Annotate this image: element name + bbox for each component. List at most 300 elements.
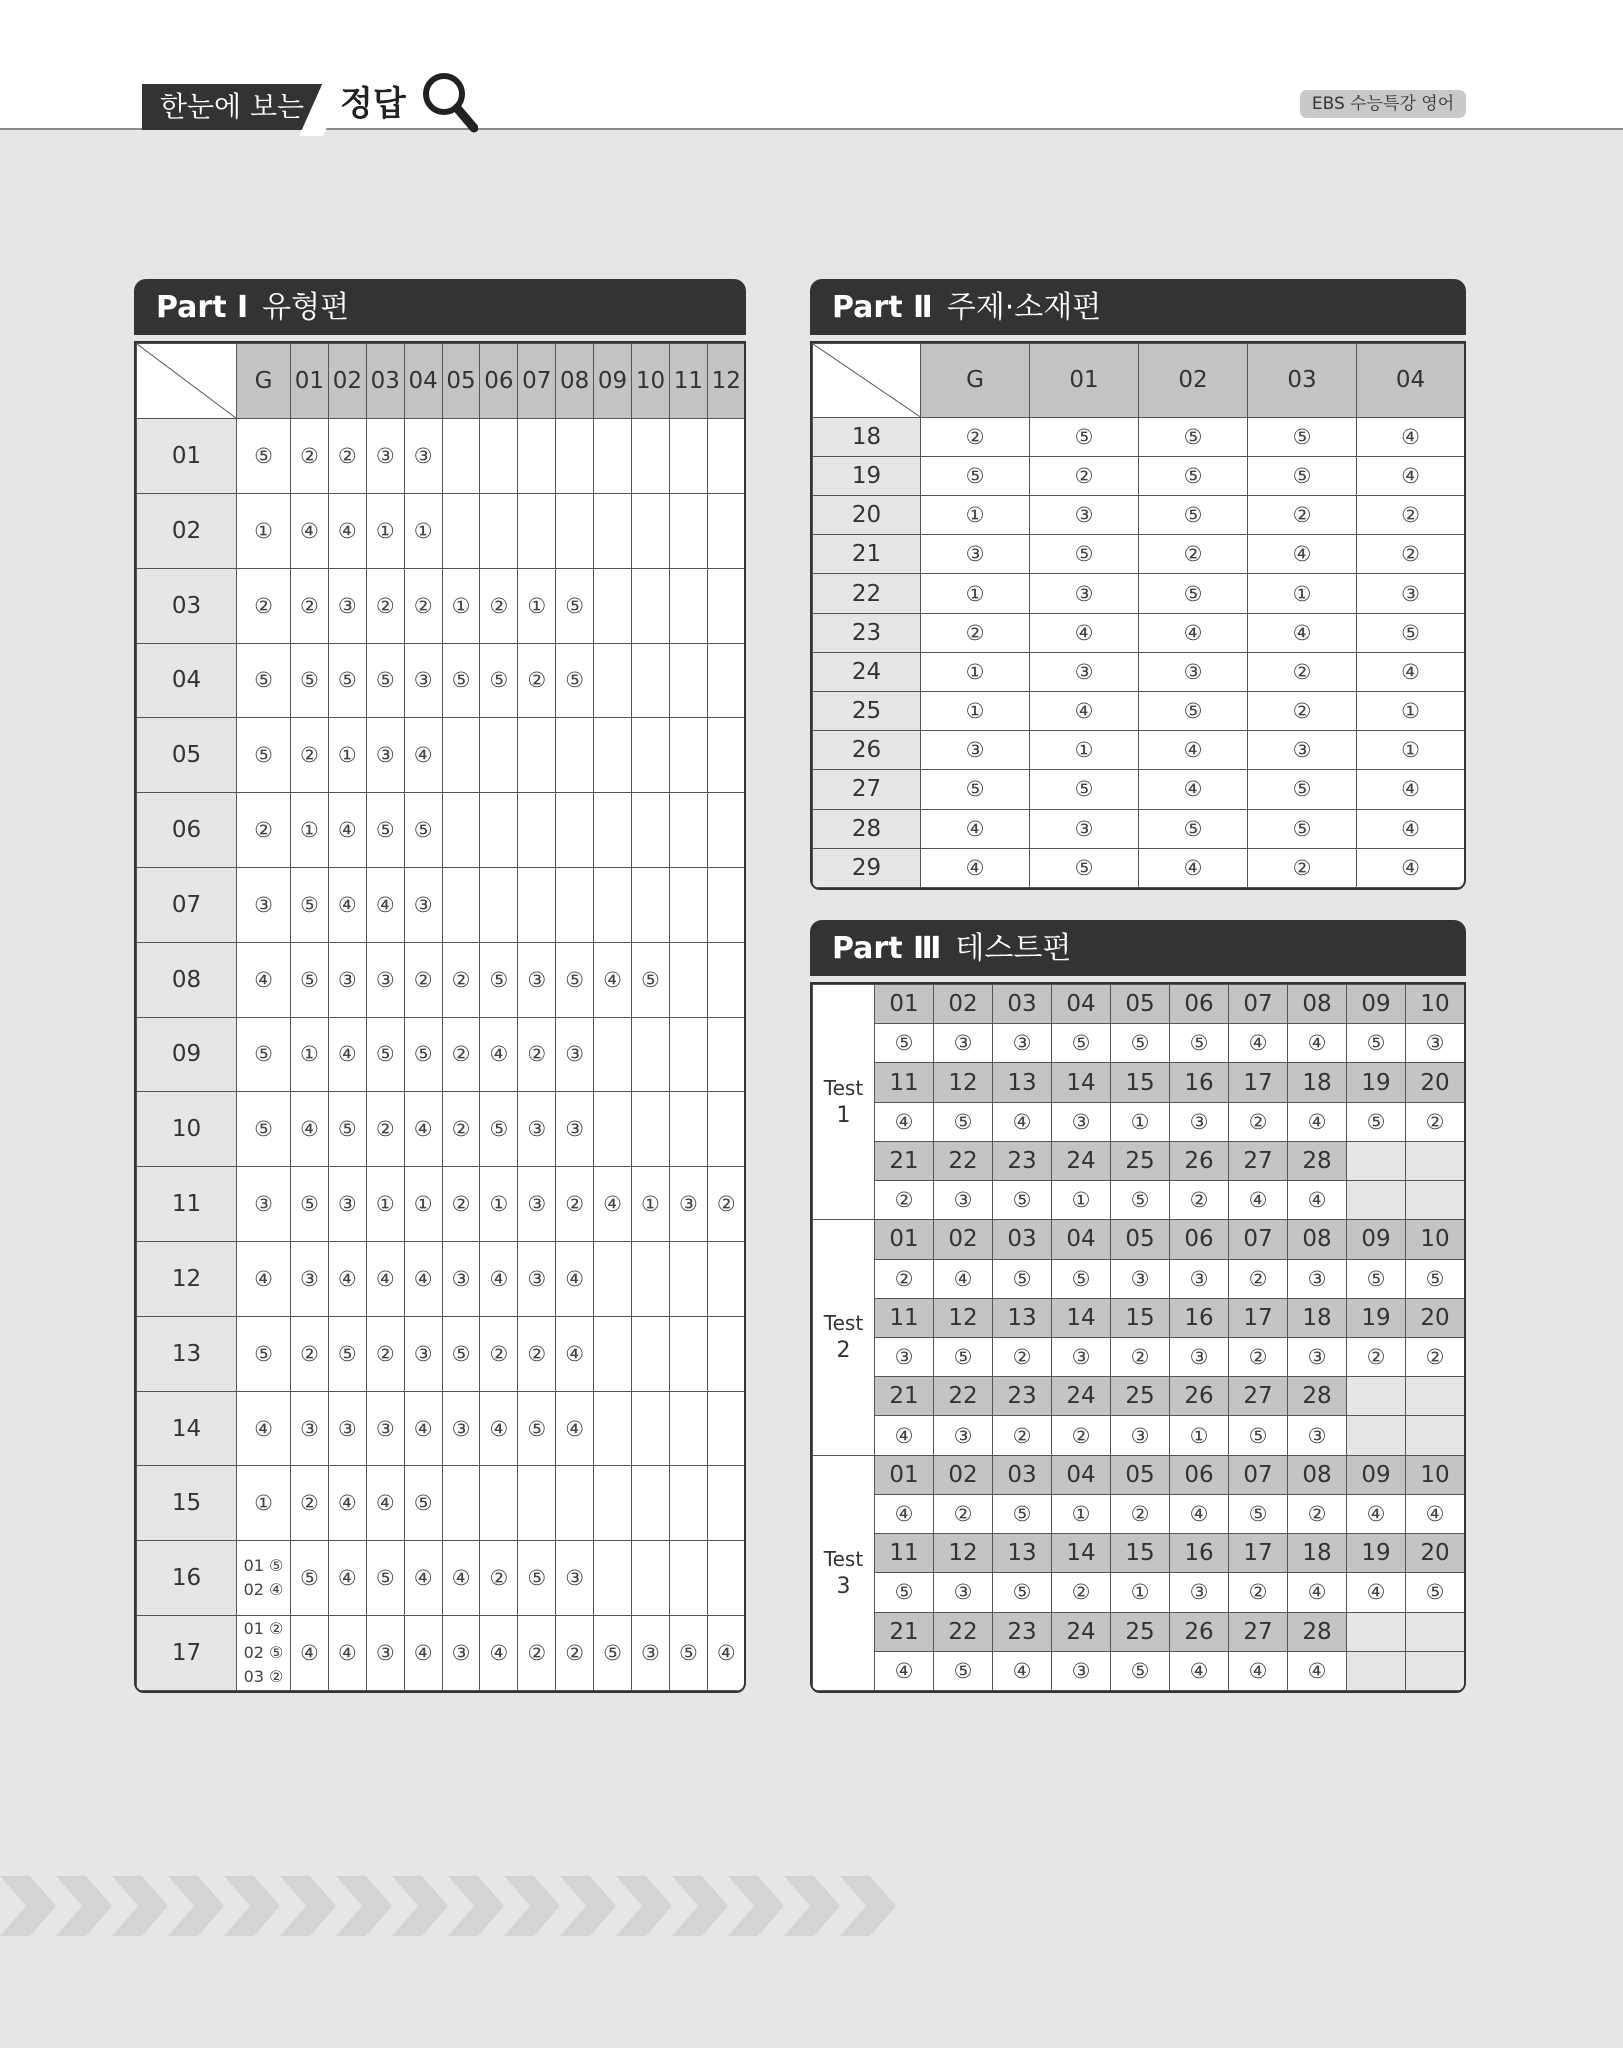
chevron-shape — [392, 1876, 448, 1936]
part1-answer-cell: ② — [480, 1541, 518, 1616]
part1-answer-cell: ③ — [632, 1616, 670, 1691]
part1-answer-cell: ② — [366, 1092, 404, 1167]
part1-answer-cell: ③ — [328, 568, 366, 643]
part1-answer-cell: ⑤ — [480, 1092, 518, 1167]
chevron-shape — [0, 1876, 56, 1936]
part1-row — [137, 1167, 746, 1242]
chevron-shape — [672, 1876, 728, 1936]
header-left-label: 한눈에 보는 — [142, 84, 322, 130]
part1-answer-cell — [594, 643, 632, 718]
part1-answer-cell — [669, 793, 707, 868]
part3-answer-cell: ③ — [1052, 1651, 1111, 1690]
part1-answer-cell — [669, 643, 707, 718]
part1-answer-cell — [480, 718, 518, 793]
part1-answer-cell — [669, 1541, 707, 1616]
page-header — [0, 0, 1623, 130]
part1-answer-cell — [707, 718, 745, 793]
part1-answer-cell: ③ — [518, 1092, 556, 1167]
part1-row-label: 05 — [137, 718, 237, 793]
part3-question-number: 27 — [1229, 1377, 1288, 1416]
part1-answer-cell: ② — [442, 942, 480, 1017]
part3-question-number: 04 — [1052, 1455, 1111, 1494]
part2-answer-cell: ⑤ — [1139, 496, 1248, 535]
part3-answer-cell: ② — [1229, 1337, 1288, 1376]
part1-answer-cell — [707, 1242, 745, 1317]
part1-row-label: 06 — [137, 793, 237, 868]
part2-title: 주제·소재편 — [946, 290, 1102, 325]
part1-answer-cell — [669, 1017, 707, 1092]
part3-answer-cell — [1347, 1181, 1406, 1220]
part3-answer-cell: ② — [1111, 1337, 1170, 1376]
part2-answer-cell: ① — [1357, 731, 1465, 770]
part1-answer-cell: ④ — [237, 942, 291, 1017]
part2-answer-cell: ⑤ — [1248, 809, 1357, 848]
part1-answer-cell: ② — [404, 942, 442, 1017]
part1-answer-cell: ③ — [237, 1167, 291, 1242]
part2-answer-cell: ④ — [1030, 613, 1139, 652]
part1-answer-cell: ③ — [404, 867, 442, 942]
part1-answer-cell: ② — [518, 1316, 556, 1391]
part1-answer-cell — [518, 419, 556, 494]
part1-column-header: 03 — [366, 344, 404, 419]
part2-answer-cell: ④ — [1139, 731, 1248, 770]
part2-answer-cell: ⑤ — [1030, 535, 1139, 574]
part3-question-number — [1406, 1612, 1465, 1651]
part3-answer-cell: ③ — [934, 1573, 993, 1612]
part1-answer-cell: ⑤ — [366, 793, 404, 868]
part2-answer-cell: ② — [1248, 496, 1357, 535]
part3-question-number: 09 — [1347, 985, 1406, 1024]
part2-answer-cell: ④ — [1357, 770, 1465, 809]
part3-question-number: 13 — [993, 1298, 1052, 1337]
part3-number-row — [813, 1298, 1465, 1337]
part1-answer-cell — [480, 867, 518, 942]
part1-row-label: 14 — [137, 1391, 237, 1466]
part3-question-number: 21 — [875, 1141, 934, 1180]
part3-question-number: 09 — [1347, 1455, 1406, 1494]
part3-question-number: 16 — [1170, 1063, 1229, 1102]
part1-column-header: 12 — [707, 344, 745, 419]
part3-answer-cell: ③ — [1170, 1259, 1229, 1298]
part3-question-number: 19 — [1347, 1534, 1406, 1573]
part2-answer-cell: ⑤ — [1139, 456, 1248, 495]
part1-answer-cell: ④ — [328, 1616, 366, 1691]
part3-answer-cell: ② — [1229, 1102, 1288, 1141]
part1-answer-cell: ⑤ — [237, 1316, 291, 1391]
part3-question-number: 07 — [1229, 1455, 1288, 1494]
part1-answer-cell: ④ — [366, 1466, 404, 1541]
part2-row-label: 24 — [813, 652, 921, 691]
part3-answer-cell: ④ — [1288, 1024, 1347, 1063]
part3-title: 테스트편 — [955, 931, 1072, 966]
part1-answer-cell: ⑤ — [669, 1616, 707, 1691]
part1-answer-cell: ① — [442, 568, 480, 643]
part1-answer-cell: ⑤ — [291, 643, 329, 718]
part1-answer-cell: ③ — [291, 1391, 329, 1466]
part1-column-header: 09 — [594, 344, 632, 419]
part2-panel — [810, 341, 1466, 890]
chevron-shape — [784, 1876, 840, 1936]
part3-question-number — [1406, 1141, 1465, 1180]
part1-answer-cell: ③ — [518, 942, 556, 1017]
part1-answer-cell — [518, 1466, 556, 1541]
part1-answer-cell — [594, 1316, 632, 1391]
part3-question-number — [1347, 1377, 1406, 1416]
part2-column-header: 01 — [1030, 344, 1139, 418]
part1-answer-cell: ④ — [594, 1167, 632, 1242]
part3-answer-cell: ⑤ — [875, 1573, 934, 1612]
part1-answer-cell: ⑤ — [328, 1092, 366, 1167]
part2-answer-cell: ③ — [921, 535, 1030, 574]
part1-answer-cell: ④ — [480, 1017, 518, 1092]
part1-answer-cell — [442, 793, 480, 868]
part2-answer-cell: ④ — [1248, 535, 1357, 574]
part2-answer-cell: ④ — [921, 848, 1030, 887]
part1-answer-cell: ② — [707, 1167, 745, 1242]
part1-answer-cell: ③ — [556, 1541, 594, 1616]
part1-answer-cell — [480, 493, 518, 568]
part2-row — [813, 613, 1465, 652]
part3-answer-row — [813, 1024, 1465, 1063]
part3-answer-cell: ③ — [1111, 1416, 1170, 1455]
part2-answer-cell: ③ — [1030, 496, 1139, 535]
part3-question-number: 28 — [1288, 1377, 1347, 1416]
part1-row-label: 17 — [137, 1616, 237, 1691]
part2-row — [813, 691, 1465, 730]
part3-question-number: 10 — [1406, 985, 1465, 1024]
part1-answer-cell: ④ — [442, 1541, 480, 1616]
part1-answer-cell: ④ — [556, 1316, 594, 1391]
part1-answer-cell: ⑤ — [237, 1092, 291, 1167]
part3-question-number: 24 — [1052, 1377, 1111, 1416]
part1-answer-cell: ② — [518, 1017, 556, 1092]
part3-answer-cell — [1347, 1651, 1406, 1690]
part2-answer-cell: ② — [1139, 535, 1248, 574]
part1-answer-cell: ⑤ — [291, 1541, 329, 1616]
part2-answer-cell: ⑤ — [921, 456, 1030, 495]
part2-answer-cell: ④ — [1357, 848, 1465, 887]
part3-question-number: 10 — [1406, 1455, 1465, 1494]
part3-question-number: 08 — [1288, 1220, 1347, 1259]
part1-answer-cell: ③ — [518, 1167, 556, 1242]
part1-answer-cell: ⑤ — [594, 1616, 632, 1691]
part1-answer-cell: ⑤ — [518, 1541, 556, 1616]
part1-answer-cell: ③ — [366, 942, 404, 1017]
part2-answer-cell: ⑤ — [1248, 456, 1357, 495]
part3-answer-cell: ④ — [875, 1494, 934, 1533]
part1-answer-cell: ⑤ — [291, 867, 329, 942]
part1-answer-cell — [518, 718, 556, 793]
part2-answer-cell: ⑤ — [1248, 770, 1357, 809]
part3-number-row — [813, 985, 1465, 1024]
part1-column-header: 10 — [632, 344, 670, 419]
part1-answer-cell — [594, 867, 632, 942]
part3-answer-cell: ⑤ — [993, 1181, 1052, 1220]
part1-answer-cell: ③ — [556, 1017, 594, 1092]
part1-answer-cell: ⑤ — [328, 1316, 366, 1391]
part1-answer-cell: ① — [291, 1017, 329, 1092]
part1-answer-cell — [594, 568, 632, 643]
part1-row-label: 03 — [137, 568, 237, 643]
part3-question-number: 23 — [993, 1612, 1052, 1651]
brand-badge: EBS 수능특강 영어 — [1300, 90, 1466, 118]
part2-answer-cell: ⑤ — [1030, 848, 1139, 887]
part3-question-number: 12 — [934, 1534, 993, 1573]
part3-answer-cell: ⑤ — [993, 1259, 1052, 1298]
part1-answer-cell — [707, 1541, 745, 1616]
part1-title-bar — [134, 279, 746, 335]
part3-question-number: 13 — [993, 1063, 1052, 1102]
part1-answer-cell: ② — [442, 1092, 480, 1167]
part1-answer-cell — [632, 718, 670, 793]
part1-header-row — [137, 344, 746, 419]
part1-answer-cell — [632, 1092, 670, 1167]
part1-answer-cell — [594, 493, 632, 568]
part1-answer-cell: ② — [442, 1167, 480, 1242]
part3-test-word: Test — [823, 1076, 864, 1101]
part1-answer-cell — [556, 1466, 594, 1541]
part1-answer-cell: ① — [366, 1167, 404, 1242]
part1-answer-cell — [442, 1466, 480, 1541]
part3-question-number: 05 — [1111, 1455, 1170, 1494]
part1-answer-cell: ④ — [328, 867, 366, 942]
part1-answer-cell: ② — [556, 1616, 594, 1691]
part3-question-number: 18 — [1288, 1534, 1347, 1573]
part2-answer-cell: ⑤ — [1248, 417, 1357, 456]
part3-question-number: 14 — [1052, 1298, 1111, 1337]
part3-answer-cell: ④ — [1288, 1102, 1347, 1141]
part1-answer-cell: ④ — [291, 1616, 329, 1691]
part1-answer-cell — [594, 793, 632, 868]
magnifier-icon — [420, 64, 478, 136]
part1-answer-cell: ③ — [328, 1391, 366, 1466]
part1-column-header: 06 — [480, 344, 518, 419]
part2-row-label: 21 — [813, 535, 921, 574]
part3-question-number: 25 — [1111, 1141, 1170, 1180]
part3-question-number: 11 — [875, 1298, 934, 1337]
corner-cell — [813, 344, 921, 418]
part3-answer-cell: ⑤ — [1347, 1102, 1406, 1141]
part2-row — [813, 574, 1465, 613]
part3-answer-cell: ② — [875, 1259, 934, 1298]
part3-question-number: 09 — [1347, 1220, 1406, 1259]
part1-answer-cell: ③ — [442, 1391, 480, 1466]
part1-answer-cell — [632, 867, 670, 942]
part2-prefix: Part Ⅱ — [832, 290, 933, 325]
part3-question-number: 01 — [875, 1220, 934, 1259]
part3-question-number: 11 — [875, 1534, 934, 1573]
part1-answer-cell: ② — [237, 568, 291, 643]
part3-question-number: 15 — [1111, 1063, 1170, 1102]
part3-answer-cell — [1406, 1181, 1465, 1220]
part3-answer-cell: ② — [1229, 1573, 1288, 1612]
part2-row-label: 19 — [813, 456, 921, 495]
part3-question-number — [1347, 1612, 1406, 1651]
part1-answer-cell — [594, 1092, 632, 1167]
part2-row — [813, 848, 1465, 887]
part1-answer-cell: ③ — [518, 1242, 556, 1317]
part1-answer-cell: ③ — [328, 942, 366, 1017]
part3-answer-cell: ⑤ — [1406, 1573, 1465, 1612]
part1-answer-cell: ④ — [291, 1092, 329, 1167]
part1-prefix: Part Ⅰ — [156, 290, 249, 325]
part1-answer-cell — [442, 718, 480, 793]
part2-row-label: 29 — [813, 848, 921, 887]
part1-answer-cell: ④ — [480, 1616, 518, 1691]
part3-answer-cell: ⑤ — [1111, 1024, 1170, 1063]
part3-answer-cell: ① — [1111, 1573, 1170, 1612]
part2-row — [813, 417, 1465, 456]
part1-answer-cell: ③ — [366, 1391, 404, 1466]
part1-answer-cell: ② — [328, 419, 366, 494]
part1-answer-cell: ② — [237, 793, 291, 868]
part1-answer-cell: ③ — [404, 1316, 442, 1391]
part2-row-label: 18 — [813, 417, 921, 456]
part1-answer-cell: ③ — [556, 1092, 594, 1167]
part1-answer-cell: ⑤ — [237, 643, 291, 718]
part1-column-header: 07 — [518, 344, 556, 419]
part1-answer-cell — [669, 718, 707, 793]
part1-answer-cell — [632, 568, 670, 643]
part3-question-number: 02 — [934, 1220, 993, 1259]
part3-answer-cell: ② — [1052, 1416, 1111, 1455]
part3-answer-cell: ③ — [1288, 1416, 1347, 1455]
part3-answer-cell — [1406, 1416, 1465, 1455]
part2-answer-cell: ⑤ — [1139, 691, 1248, 730]
part2-answer-cell: ① — [1030, 731, 1139, 770]
part2-row — [813, 535, 1465, 574]
part3-answer-cell: ⑤ — [1111, 1651, 1170, 1690]
part1-column-header: 08 — [556, 344, 594, 419]
part1-answer-cell — [669, 493, 707, 568]
part3-question-number: 08 — [1288, 985, 1347, 1024]
part1-row — [137, 1466, 746, 1541]
part3-answer-row — [813, 1102, 1465, 1141]
part2-answer-cell: ④ — [1357, 417, 1465, 456]
part3-question-number: 26 — [1170, 1377, 1229, 1416]
part2-answer-cell: ② — [1248, 691, 1357, 730]
part1-answer-cell: ② — [518, 643, 556, 718]
part2-answer-cell: ③ — [1030, 809, 1139, 848]
part3-answer-cell: ① — [1111, 1102, 1170, 1141]
part1-answer-cell: ④ — [237, 1391, 291, 1466]
part3-answer-cell: ③ — [1170, 1573, 1229, 1612]
part2-answer-cell: ④ — [921, 809, 1030, 848]
part3-answer-row — [813, 1416, 1465, 1455]
part3-question-number: 20 — [1406, 1534, 1465, 1573]
part3-answer-cell: ④ — [1288, 1181, 1347, 1220]
part1-row-label: 02 — [137, 493, 237, 568]
part3-answer-cell — [1406, 1651, 1465, 1690]
part1-answer-cell: ③ — [669, 1167, 707, 1242]
part3-answer-cell: ② — [1347, 1337, 1406, 1376]
part1-answer-cell: ① — [480, 1167, 518, 1242]
part1-answer-cell: ⑤ — [404, 1466, 442, 1541]
part3-answer-cell: ⑤ — [875, 1024, 934, 1063]
part1-answer-cell: ④ — [328, 1466, 366, 1541]
part3-answer-cell: ⑤ — [1229, 1494, 1288, 1533]
part3-answer-row — [813, 1259, 1465, 1298]
part3-question-number: 03 — [993, 1220, 1052, 1259]
part1-answer-cell: ⑤ — [237, 718, 291, 793]
part1-panel — [134, 341, 746, 1693]
part3-answer-cell: ③ — [934, 1024, 993, 1063]
part1-row — [137, 419, 746, 494]
part2-answer-cell: ① — [921, 652, 1030, 691]
part1-answer-cell — [480, 1466, 518, 1541]
part3-question-number: 02 — [934, 1455, 993, 1494]
part1-row-label: 01 — [137, 419, 237, 494]
part1-answer-cell: ⑤ — [237, 1017, 291, 1092]
part2-answer-cell: ④ — [1139, 613, 1248, 652]
part3-answer-cell: ① — [1052, 1181, 1111, 1220]
part1-answer-cell: ⑤ — [237, 419, 291, 494]
part1-answer-cell: ⑤ — [442, 1316, 480, 1391]
part1-answer-cell: ③ — [237, 867, 291, 942]
part1-answer-cell: ④ — [328, 793, 366, 868]
part2-answer-cell: ⑤ — [1357, 613, 1465, 652]
part3-question-number: 25 — [1111, 1612, 1170, 1651]
part3-answer-cell: ④ — [1229, 1024, 1288, 1063]
part1-answer-cell — [632, 1017, 670, 1092]
part3-question-number: 26 — [1170, 1141, 1229, 1180]
part2-answer-cell: ⑤ — [1139, 809, 1248, 848]
part3-question-number: 17 — [1229, 1298, 1288, 1337]
part1-answer-cell — [669, 942, 707, 1017]
part3-answer-cell: ③ — [1288, 1259, 1347, 1298]
part1-row — [137, 793, 746, 868]
part3-answer-cell: ④ — [934, 1259, 993, 1298]
part1-answer-cell — [442, 419, 480, 494]
part1-answer-cell — [632, 1242, 670, 1317]
part1-answer-cell — [669, 1391, 707, 1466]
part3-question-number: 28 — [1288, 1612, 1347, 1651]
part1-row — [137, 1242, 746, 1317]
part1-answer-cell: ⑤ — [480, 942, 518, 1017]
part2-row-label: 27 — [813, 770, 921, 809]
part1-answer-cell: ④ — [328, 1242, 366, 1317]
part3-answer-cell: ⑤ — [934, 1102, 993, 1141]
part3-test-label — [813, 1455, 875, 1690]
part1-answer-cell: ④ — [328, 493, 366, 568]
part1-answer-cell: ④ — [404, 1541, 442, 1616]
part3-question-number: 18 — [1288, 1063, 1347, 1102]
part1-answer-cell — [594, 718, 632, 793]
part2-answer-cell: ① — [1248, 574, 1357, 613]
part2-answer-cell: ② — [1248, 848, 1357, 887]
part3-answer-cell: ④ — [1406, 1494, 1465, 1533]
part2-row-label: 23 — [813, 613, 921, 652]
chevron-shape — [280, 1876, 336, 1936]
part1-answer-cell — [632, 793, 670, 868]
part3-question-number: 17 — [1229, 1534, 1288, 1573]
chevron-shape — [224, 1876, 280, 1936]
chevron-shape — [728, 1876, 784, 1936]
part1-row — [137, 1092, 746, 1167]
part1-answer-cell: ② — [480, 568, 518, 643]
part1-answer-cell: ⑤ — [366, 1541, 404, 1616]
part1-answer-cell: ⑤ — [366, 1017, 404, 1092]
part3-question-number: 28 — [1288, 1141, 1347, 1180]
part1-sub-answer: 01 ⑤ — [243, 1556, 284, 1576]
part3-answer-row — [813, 1651, 1465, 1690]
part1-answer-cell: ⑤ — [291, 1167, 329, 1242]
part2-row — [813, 770, 1465, 809]
part1-answer-cell — [669, 1092, 707, 1167]
part2-row-label: 25 — [813, 691, 921, 730]
part1-answer-cell — [480, 793, 518, 868]
part1-column-header: 05 — [442, 344, 480, 419]
